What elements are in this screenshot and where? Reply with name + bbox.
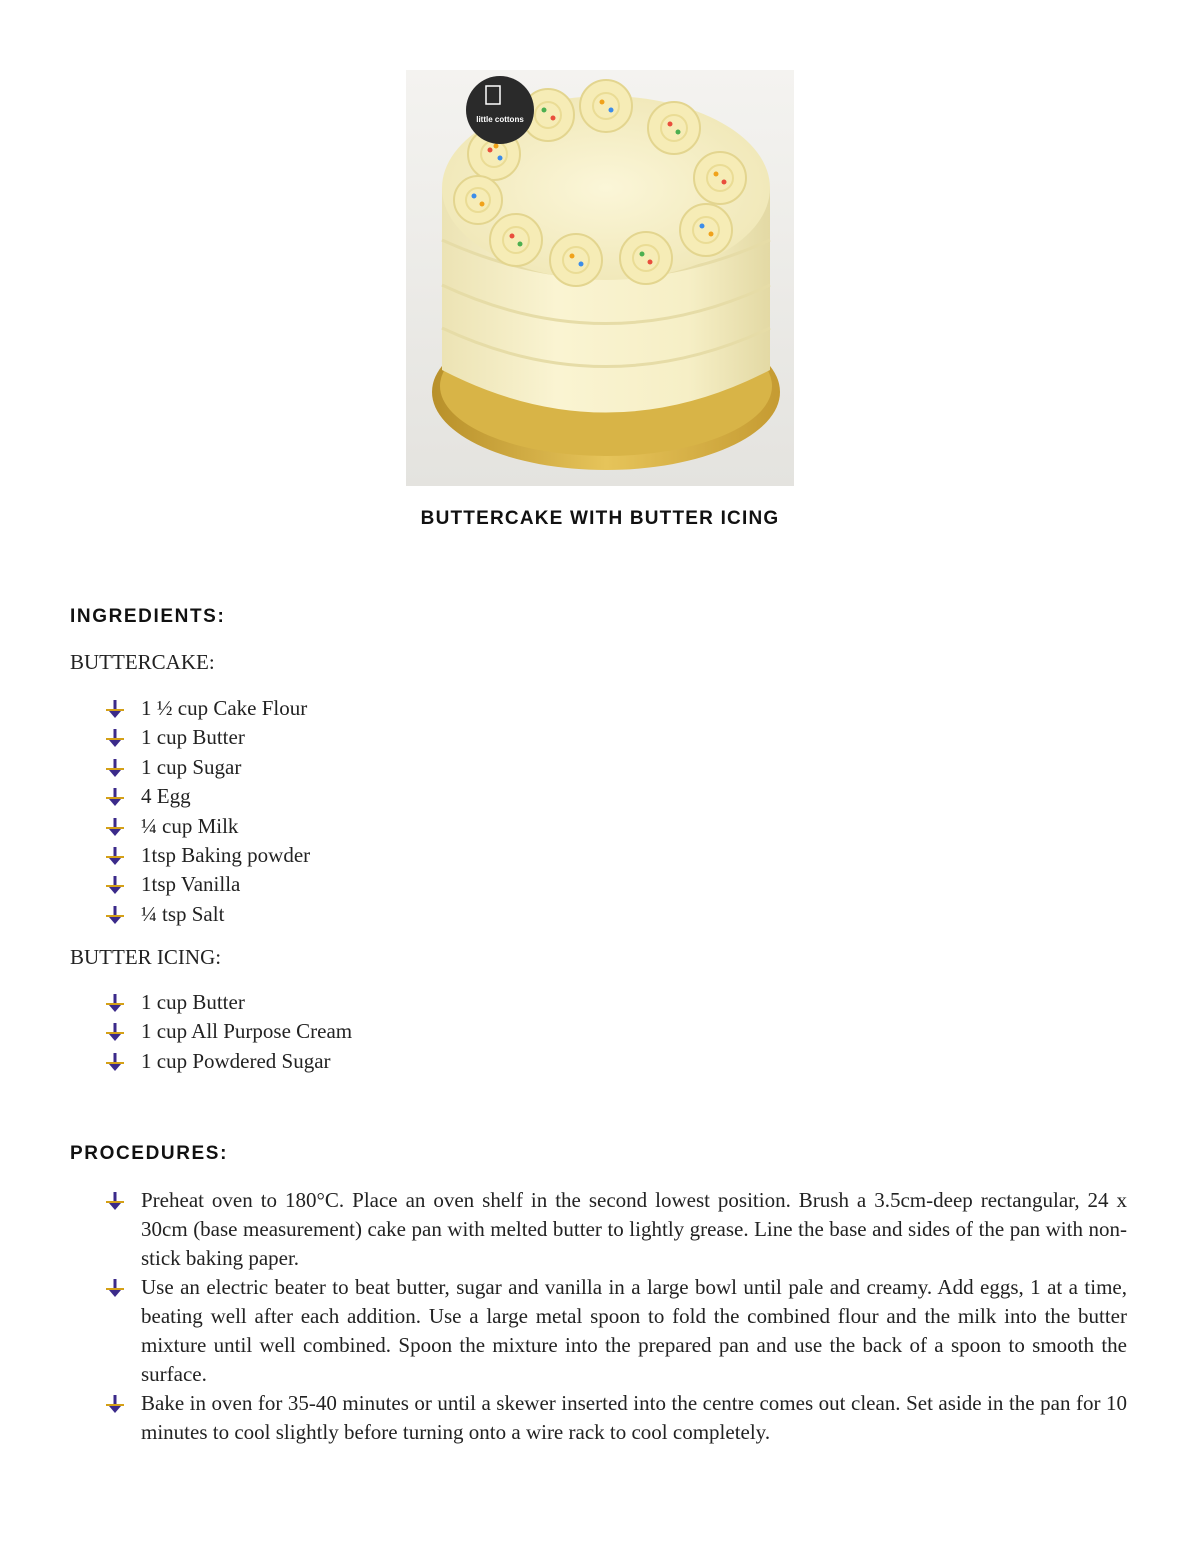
ingredients-heading: INGREDIENTS: xyxy=(70,606,226,627)
step-text: Bake in oven for 35-40 minutes or until a skewer inserted into the centre comes out clean. Set aside in the pan for 10 minutes to cool slightly before turning onto a wire rack to cool completely. xyxy=(141,1391,1127,1444)
ingredient-text: ¼ tsp Salt xyxy=(141,901,225,926)
arrow-down-bullet-icon xyxy=(105,905,125,925)
arrow-down-bullet-icon xyxy=(105,993,125,1013)
procedure-steps-list xyxy=(105,1186,1127,1447)
arrow-down-bullet-icon xyxy=(105,875,125,895)
list-item xyxy=(105,694,310,723)
buttercake-ingredient-list xyxy=(105,694,310,929)
ingredient-text: 4 Egg xyxy=(141,784,191,809)
step-text: Preheat oven to 180°C. Place an oven shelf in the second lowest position. Brush a 3.5cm-deep rectangular, 24 x 30cm (base measurement) cake pan with melted butter to lightly grease. Line the base and sides of the pan with non-stick baking paper. xyxy=(141,1188,1127,1270)
ingredient-text: 1tsp Vanilla xyxy=(141,872,241,897)
ingredient-text: ¼ cup Milk xyxy=(141,813,239,838)
step-text: Use an electric beater to beat butter, sugar and vanilla in a large bowl until pale and creamy. Add eggs, 1 at a time, beating well after each addition. Use a large metal spoon to fold the combined flour and the milk into the butter mixture until well combined. Spoon the mixture into the prepared pan and use the back of a spoon to smooth the surface. xyxy=(141,1275,1127,1386)
arrow-down-bullet-icon xyxy=(105,728,125,748)
list-item xyxy=(105,870,310,899)
arrow-down-bullet-icon xyxy=(105,846,125,866)
ingredient-text: 1 cup All Purpose Cream xyxy=(141,1019,353,1044)
ingredient-text: 1 cup Powdered Sugar xyxy=(141,1048,331,1073)
butter-icing-label: BUTTER ICING: xyxy=(70,945,222,969)
arrow-down-bullet-icon xyxy=(105,1278,125,1298)
cake-photo xyxy=(406,70,794,486)
arrow-down-bullet-icon xyxy=(105,1022,125,1042)
buttercake-label: BUTTERCAKE: xyxy=(70,650,215,674)
arrow-down-bullet-icon xyxy=(105,1191,125,1211)
list-item xyxy=(105,812,310,841)
ingredient-text: 1tsp Baking powder xyxy=(141,843,311,868)
procedure-step xyxy=(105,1389,1127,1447)
ingredient-text: 1 cup Sugar xyxy=(141,754,242,779)
list-item xyxy=(105,988,352,1017)
arrow-down-bullet-icon xyxy=(105,699,125,719)
butter-icing-ingredient-list xyxy=(105,988,352,1076)
list-item xyxy=(105,1047,352,1076)
arrow-down-bullet-icon xyxy=(105,787,125,807)
recipe-title: BUTTERCAKE WITH BUTTER ICING xyxy=(420,508,780,529)
list-item xyxy=(105,900,310,929)
list-item xyxy=(105,1017,352,1046)
ingredient-text: 1 ½ cup Cake Flour xyxy=(141,696,308,720)
procedure-step xyxy=(105,1186,1127,1273)
arrow-down-bullet-icon xyxy=(105,1052,125,1072)
arrow-down-bullet-icon xyxy=(105,1394,125,1414)
arrow-down-bullet-icon xyxy=(105,817,125,837)
list-item xyxy=(105,723,310,752)
arrow-down-bullet-icon xyxy=(105,758,125,778)
badge-text: little cottons xyxy=(476,115,524,124)
procedures-heading: PROCEDURES: xyxy=(70,1143,229,1164)
procedure-step xyxy=(105,1273,1127,1389)
list-item xyxy=(105,753,310,782)
list-item xyxy=(105,841,310,870)
list-item xyxy=(105,782,310,811)
ingredient-text: 1 cup Butter xyxy=(141,725,245,750)
ingredient-text: 1 cup Butter xyxy=(141,990,245,1014)
